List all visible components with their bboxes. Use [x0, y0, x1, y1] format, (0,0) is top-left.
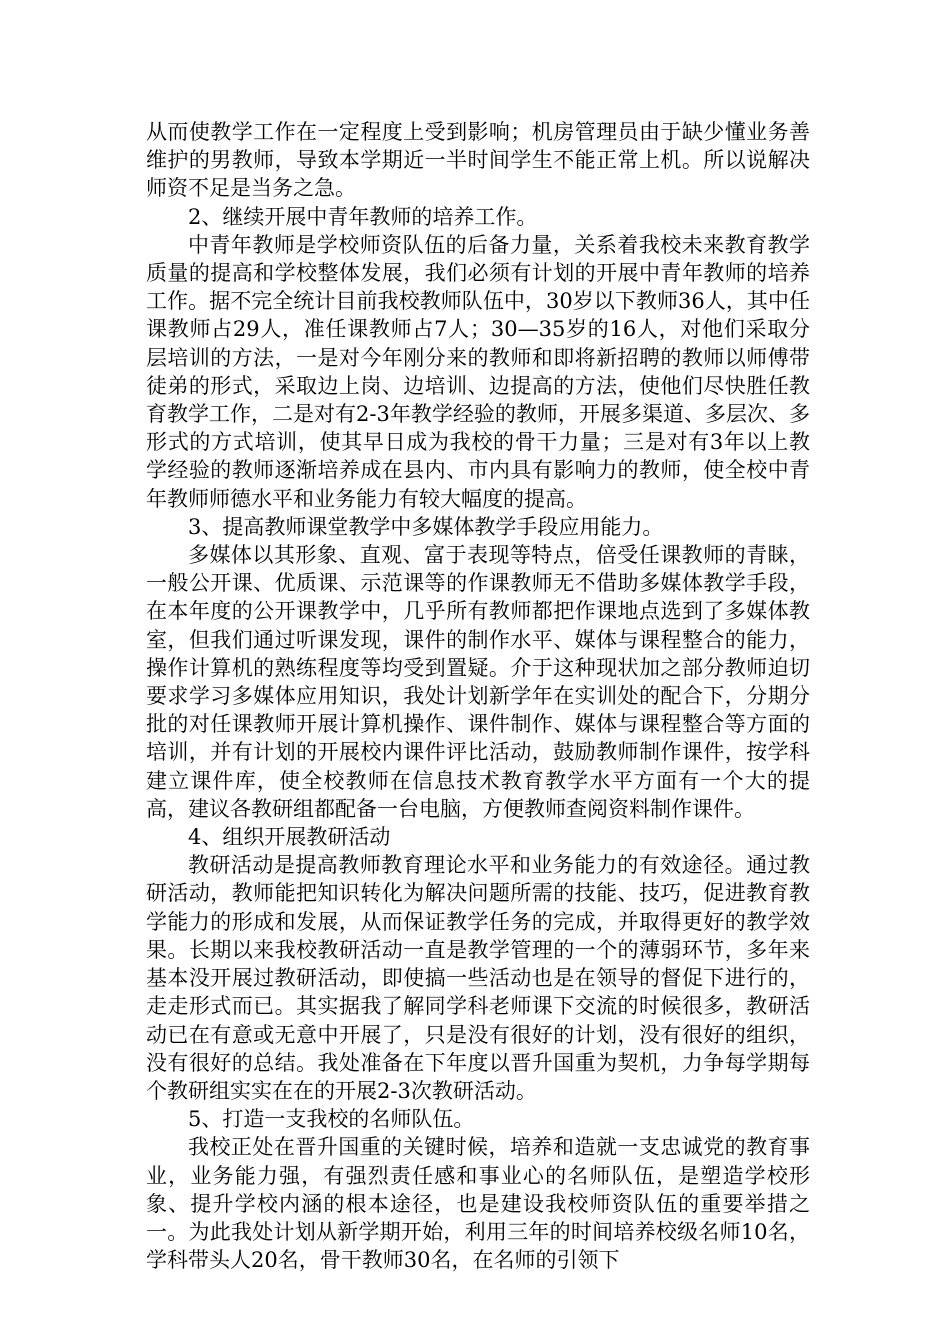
heading-item-4: 4、组织开展教研活动: [188, 825, 391, 850]
document-body: [146, 118, 810, 1274]
paragraph-item-3: 多媒体以其形象、直观、富于表现等特点，倍受任课教师的青睐，一般公开课、优质课、示范课等的作课教师无不借助多媒体教学手段，在本年度的公开课教学中，几乎所有教师都把作课地点选到了多媒体教室，但我们通过听课发现，课件的制作水平、媒体与课程整合的能力，操作计算机的熟练程度等均受到置疑。介于这种现状加之部分教师迫切要求学习多媒体应用知识，我处计划新学年在实训处的配合下，分期分批的对任课教师开展计算机操作、课件制作、媒体与课程整合等方面的培训，并有计划的开展校内课件评比活动，鼓励教师制作课件，按学科建立课件库，使全校教师在信息技术教育教学水平方面有一个大的提高，建议各教研组都配备一台电脑，方便教师查阅资料制作课件。: [146, 543, 810, 821]
paragraph-intro-continuation: 从而使教学工作在一定程度上受到影响；机房管理员由于缺少懂业务善维护的男教师，导致本学期近一半时间学生不能正常上机。所以说解决师资不足是当务之急。: [146, 120, 810, 201]
heading-item-2: 2、继续开展中青年教师的培养工作。: [188, 204, 538, 229]
paragraph-item-5: 我校正处在晋升国重的关键时候，培养和造就一支忠诚党的教育事业，业务能力强，有强烈责任感和事业心的名师队伍，是塑造学校形象、提升学校内涵的根本途径，也是建设我校师资队伍的重要举措之一。为此我处计划从新学期开始，利用三年的时间培养校级名师10名，学科带头人20名，骨干教师30名，在名师的引领下: [146, 1135, 810, 1273]
paragraph-item-2: 中青年教师是学校师资队伍的后备力量，关系着我校未来教育教学质量的提高和学校整体发展，我们必须有计划的开展中青年教师的培养工作。据不完全统计目前我校教师队伍中，30岁以下教师36人，其中任课教师占29人，准任课教师占7人；30—35岁的16人，对他们采取分层培训的方法，一是对今年刚分来的教师和即将新招聘的教师以师傅带徒弟的形式，采取边上岗、边培训、边提高的方法，使他们尽快胜任教育教学工作，二是对有2-3年教学经验的教师，开展多渠道、多层次、多形式的方式培训，使其早日成为我校的骨干力量；三是对有3年以上教学经验的教师逐渐培养成在县内、市内具有影响力的教师，使全校中青年教师师德水平和业务能力有较大幅度的提高。: [146, 232, 810, 511]
paragraph-item-4: 教研活动是提高教师教育理论水平和业务能力的有效途径。通过教研活动，教师能把知识转化为解决问题所需的技能、技巧，促进教育教学能力的形成和发展，从而保证教学任务的完成，并取得更好的教学效果。长期以来我校教研活动一直是教学管理的一个的薄弱环节，多年来基本没开展过教研活动，即使搞一些活动也是在领导的督促下进行的，走走形式而已。其实据我了解同学科老师课下交流的时候很多，教研活动已在有意或无意中开展了，只是没有很好的计划，没有很好的组织，没有很好的总结。我处准备在下年度以晋升国重为契机，力争每学期每个教研组实实在在的开展2-3次教研活动。: [146, 853, 810, 1103]
heading-item-5: 5、打造一支我校的名师队伍。: [188, 1107, 475, 1132]
heading-item-3: 3、提高教师课堂教学中多媒体教学手段应用能力。: [188, 514, 664, 539]
